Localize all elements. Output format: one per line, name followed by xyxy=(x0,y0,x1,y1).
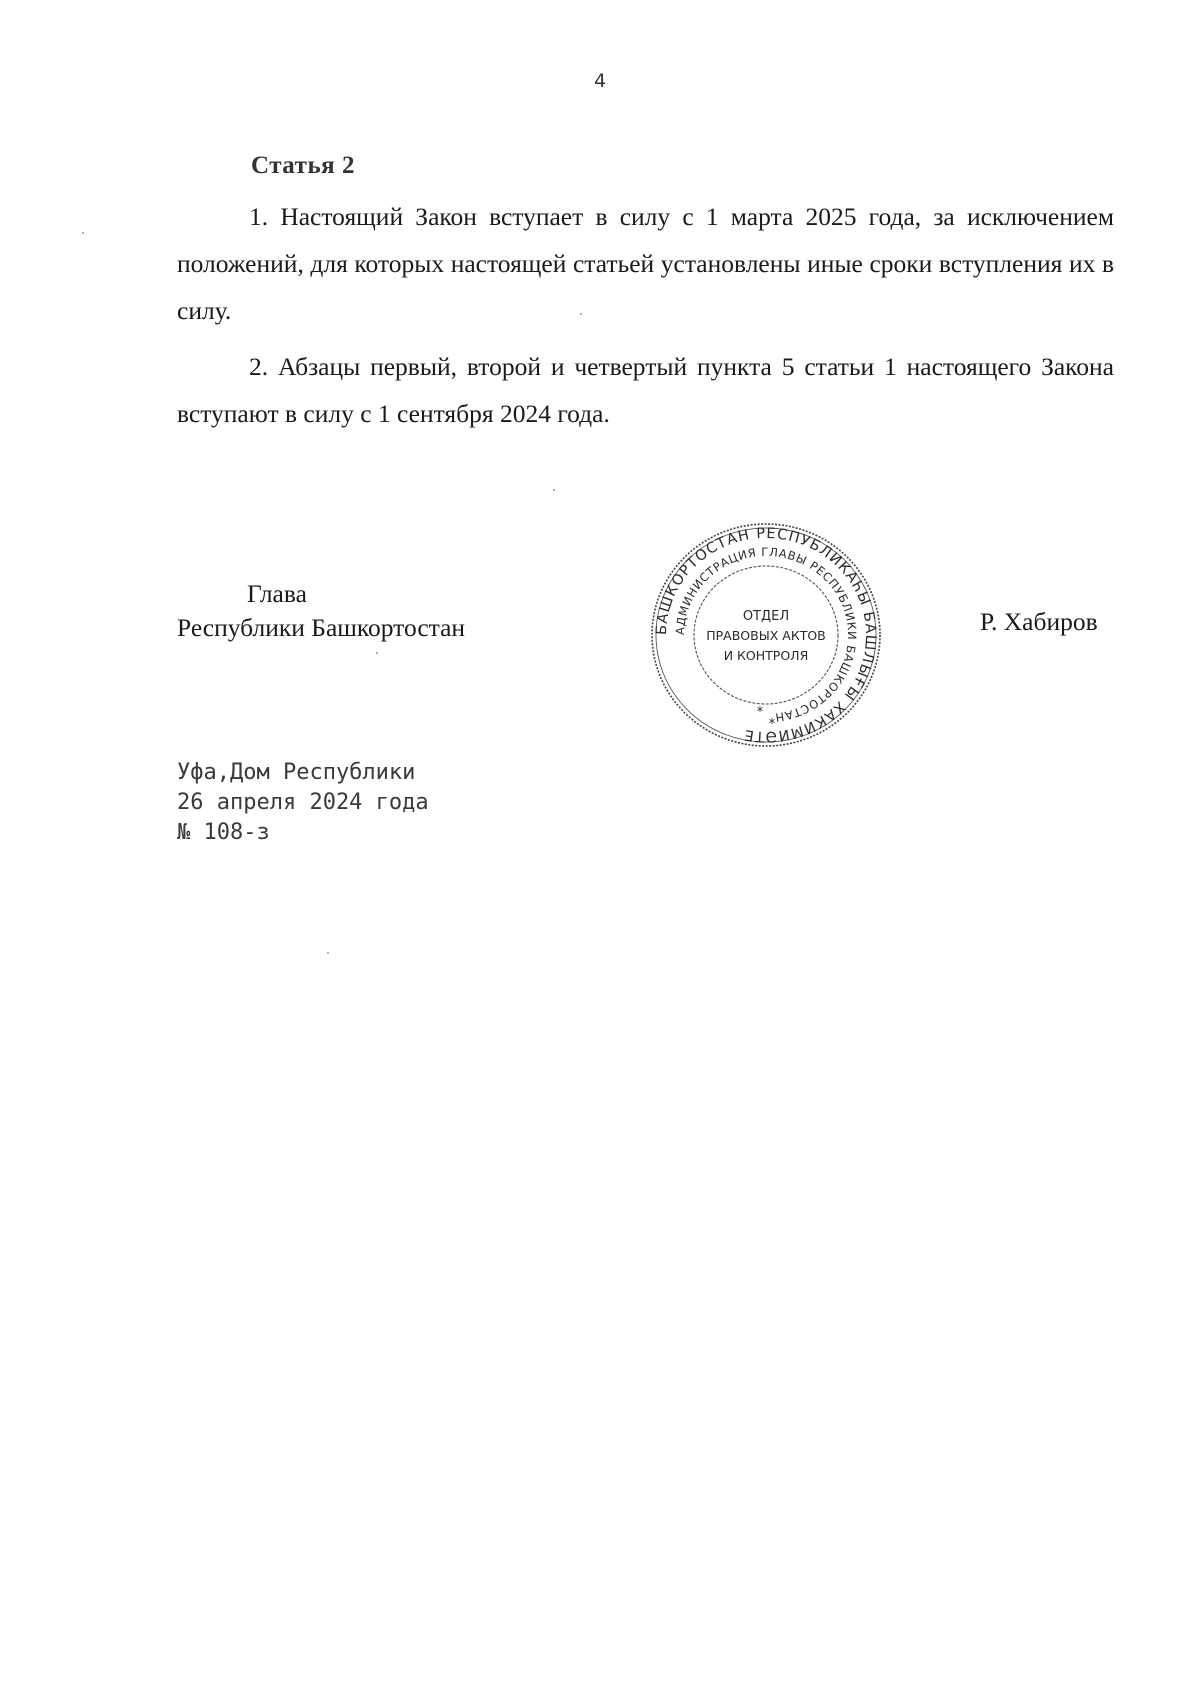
scan-speck xyxy=(376,652,378,654)
issue-details xyxy=(177,758,429,848)
stamp-center-line-1: ОТДЕЛ xyxy=(742,609,790,624)
stamp-center-line-2: ПРАВОВЫХ АКТОВ xyxy=(706,628,826,643)
signatory-name: Р. Хабиров xyxy=(980,607,1098,636)
issue-number: № 108-з xyxy=(177,820,270,845)
article-paragraph-1: 1. Настоящий Закон вступает в силу с 1 марта 2025 года, за исключением положений, для которых настоящей статьей установлены иные сроки вступления их в силу. xyxy=(177,202,1114,325)
stamp-outer-ring-textpath: БАШКОРТОСТАН РЕСПУБЛИКАҺЫ БАШЛЫҒЫ ХАКИМИӘТЕ xyxy=(653,525,879,745)
stamp-star-1: * xyxy=(756,705,764,720)
article-paragraph-2: 2. Абзацы первый, второй и четвертый пункта 5 статьи 1 настоящего Закона вступают в силу с 1 сентября 2024 года. xyxy=(177,352,1114,428)
issue-date: 26 апреля 2024 года xyxy=(177,790,429,815)
scan-speck xyxy=(82,232,84,234)
signatory-title xyxy=(177,577,465,645)
page-number: 4 xyxy=(593,70,607,92)
scan-speck xyxy=(327,952,329,954)
issue-place: Уфа,Дом Республики xyxy=(177,760,416,785)
stamp-star-2: * xyxy=(768,717,776,732)
scan-speck xyxy=(580,313,582,315)
official-stamp xyxy=(648,520,884,750)
signatory-title-line-1: Глава xyxy=(247,579,307,608)
signatory-title-line-2: Республики Башкортостан xyxy=(177,613,466,642)
official-stamp-seal xyxy=(648,520,884,750)
article-heading: Статья 2 xyxy=(251,152,355,179)
stamp-center-line-3: И КОНТРОЛЯ xyxy=(723,648,809,663)
stamp-inner-ring-textpath: АДМИНИСТРАЦИЯ ГЛАВЫ РЕСПУБЛИКИ БАШКОРТОСТАН xyxy=(672,544,860,725)
scan-speck xyxy=(553,489,555,491)
